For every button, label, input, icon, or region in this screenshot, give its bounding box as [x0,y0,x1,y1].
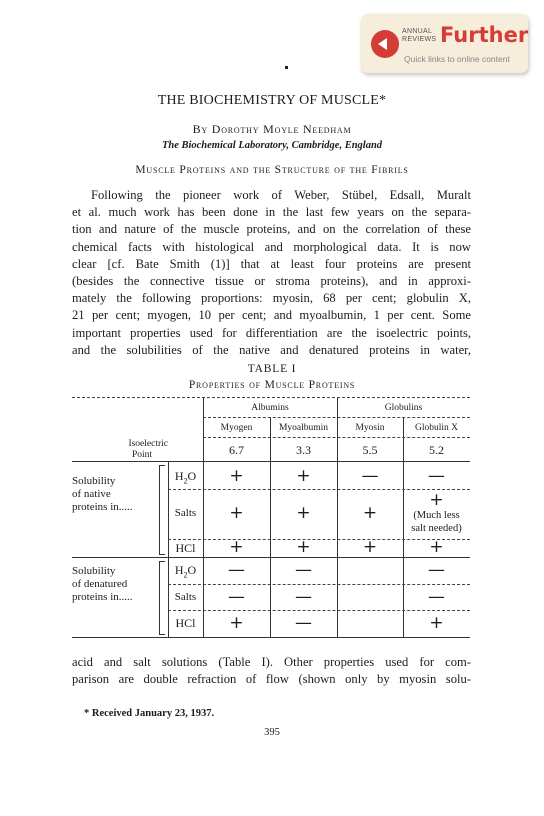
iep-label: Isoelectric [128,439,168,449]
body-paragraph-2 [72,654,471,688]
iep-value: 3.3 [296,443,311,457]
native-hcl-myosin: + [362,537,378,557]
iep-value: 6.7 [229,443,244,457]
banner-tagline: Quick links to online content [404,54,510,64]
native-h2o-myoalbumin: + [296,466,311,486]
scan-mark [285,66,288,69]
native-h2o-myosin: — [361,466,379,486]
native-salts-myoalbumin: + [296,503,311,523]
table-label: TABLE I [247,363,297,375]
row-rule [168,610,470,611]
denatured-h2o-myogen: — [228,560,245,580]
text-line: important properties used for differentiation are the isoelectric points, [72,325,471,340]
text-line: 21 per cent; myogen, 10 per cent; and myoalbumin, 1 per cent. Some [72,308,471,323]
solvent-h2o: $H_2O$ [174,563,197,580]
text-line: acid and salt solutions (Table I). Other properties used for com- [72,655,471,669]
page-number: 395 [264,727,280,738]
text-line: clear [cf. Bate Smith (1)] that at least four proteins are present [72,256,471,271]
denatured-hcl-myoalbumin: — [295,613,312,633]
properties-table [72,397,470,639]
footnote: * Received January 23, 1937. [84,708,215,719]
text-line: Following the pioneer work of Weber, Stübel, Edsall, Muralt [91,188,471,202]
annual-reviews-further-banner[interactable] [361,14,528,73]
section-rule [72,557,470,558]
text-line: (besides the connective tissue or stroma proteins), and in approxi- [72,273,471,288]
play-arrow-icon [371,30,399,58]
text-line: and the solubilities of the native and denatured proteins in water, [72,342,471,357]
group-header-globulins: Globulins [384,403,423,413]
section-heading: Muscle Proteins and the Structure of the Fibrils [135,164,409,176]
denatured-h2o-myoalbumin: — [295,560,312,580]
text-line: mately the following proportions: myosin, 68 per cent; globulin X, [72,291,471,306]
iep-value: 5.2 [429,443,444,457]
denatured-hcl-globulin-x: + [429,613,444,633]
text-line: tion and nature of the muscle proteins, and on the correlation of these [72,222,471,237]
native-h2o-myogen: + [229,466,244,486]
column-header-globulin-x: Globulin X [414,423,458,433]
affiliation: The Biochemical Laboratory, Cambridge, England [161,140,383,151]
iep-value: 5.5 [362,443,378,457]
column-header-myoalbumin: Myoalbumin [278,423,329,433]
native-solubility-label: Solubility of native proteins in..... [72,475,133,513]
native-salts-myogen: + [229,503,244,523]
denatured-hcl-myogen: + [229,613,244,633]
native-salts-globulin-x: + [429,490,444,510]
row-rule [168,584,470,585]
annual-reviews-wordmark: ANNUAL REVIEWS [402,28,437,43]
iep-rule [72,461,470,462]
solvent-hcl: HCl [175,541,196,555]
native-hcl-globulin-x: + [429,537,444,557]
column-header-myosin: Myosin [355,423,385,433]
text-line: et al. much work has been done in the last few years on the separa- [72,205,471,220]
article-title: THE BIOCHEMISTRY OF MUSCLE* [157,93,387,108]
column-header-myogen: Myogen [220,423,253,433]
denatured-h2o-globulin-x: — [428,560,445,580]
native-hcl-myogen: + [229,537,244,557]
salts-note: (Much less salt needed) [411,510,462,534]
group-header-albumins: Albumins [251,403,289,413]
author-line: By Dorothy Moyle Needham [192,122,352,136]
native-h2o-globulin-x: — [428,466,445,486]
denatured-salts-myogen: — [228,587,245,607]
table-top-rule [72,397,470,398]
table-caption: Properties of Muscle Proteins [188,379,356,391]
iep-label: Point [131,450,152,460]
denatured-salts-globulin-x: — [428,587,445,607]
solvent-h2o: $H_2O$ [174,469,197,486]
table-bottom-rule [72,637,470,638]
solvent-salts: Salts [174,591,197,603]
text-line: parison are double refraction of flow (shown only by myosin solu- [72,672,471,687]
body-paragraph-1 [72,187,471,359]
brace [159,465,165,555]
text-line: chemical facts with histological and morphological data. It is now [72,239,471,254]
native-hcl-myoalbumin: + [296,537,311,557]
denatured-salts-myoalbumin: — [295,587,312,607]
native-salts-myosin: + [362,503,378,523]
denatured-solubility-label: Solubility of denatured proteins in..... [72,565,133,603]
solvent-salts: Salts [174,507,197,519]
solvent-hcl: HCl [175,616,196,630]
further-wordmark: Further [440,23,529,47]
brace [159,561,165,635]
